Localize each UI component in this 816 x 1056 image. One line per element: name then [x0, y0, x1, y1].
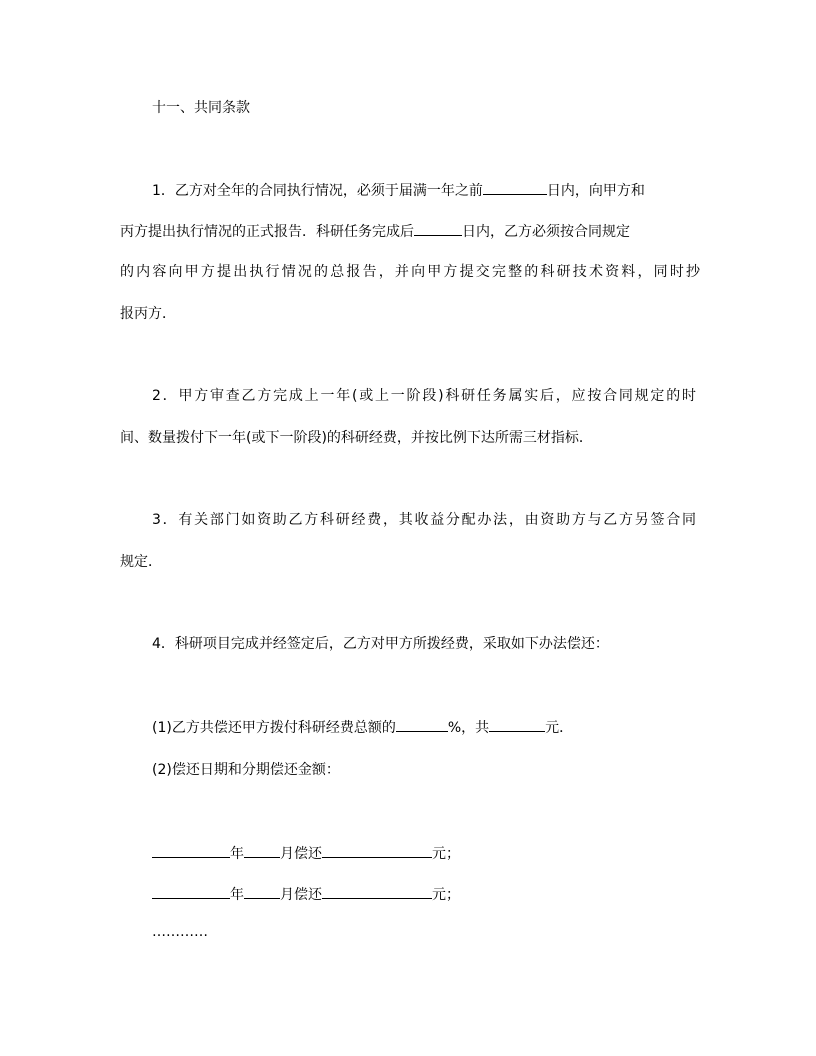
clause-2-line-1: 2．甲方审查乙方完成上一年(或上一阶段)科研任务属实后，应按合同规定的时 [152, 388, 696, 404]
item-1-text-a: (1)乙方共偿还甲方拨付科研经费总额的 [152, 720, 396, 736]
clause-2-text-b: 日内，乙方必须按合同规定 [462, 224, 630, 240]
blank-days-after-completion [414, 221, 462, 236]
item-1-text-b: %，共 [447, 720, 490, 736]
blank-days-before-year-end [483, 180, 547, 195]
clause-1-text-a: 1．乙方对全年的合同执行情况，必须于届满一年之前 [152, 183, 483, 199]
item-2: (2)偿还日期和分期偿还金额： [152, 762, 340, 778]
blank-total-amount [489, 717, 545, 732]
clause-4-line-1: 4．科研项目完成并经签定后，乙方对甲方所拨经费，采取如下办法偿还： [152, 636, 609, 652]
item-1 [152, 717, 732, 738]
repayment-unit-label: 元； [432, 846, 460, 862]
blank-percentage [396, 717, 448, 732]
blank-amount [322, 884, 432, 899]
clause-1-line-3: 的内容向甲方提出执行情况的总报告，并向甲方提交完整的科研技术资料，同时抄 [120, 264, 700, 280]
clause-1-line-2 [120, 221, 700, 242]
clause-1-text-b: 日内，向甲方和 [546, 183, 645, 199]
blank-amount [322, 843, 432, 858]
clause-1-line-4: 报丙方． [120, 306, 176, 322]
clause-3-line-2: 规定． [120, 554, 162, 570]
section-title: 十一、共同条款 [152, 100, 250, 116]
blank-year [152, 843, 230, 858]
item-1-text-c: 元． [545, 720, 574, 736]
repayment-month-label: 月偿还 [280, 887, 322, 903]
clause-3-line-1: 3．有关部门如资助乙方科研经费，其收益分配办法，由资助方与乙方另签合同 [152, 512, 696, 528]
ellipsis: ………… [152, 924, 208, 940]
repayment-unit-label: 元； [432, 887, 460, 903]
blank-month [244, 884, 280, 899]
clause-2-text-a: 丙方提出执行情况的正式报告．科研任务完成后 [120, 224, 414, 240]
repayment-month-label: 月偿还 [280, 846, 322, 862]
repayment-row-2 [152, 884, 732, 905]
clause-1-line-1 [152, 180, 696, 201]
blank-year [152, 884, 230, 899]
repayment-year-label: 年 [230, 887, 244, 903]
repayment-year-label: 年 [230, 846, 244, 862]
blank-month [244, 843, 280, 858]
repayment-row-1 [152, 843, 732, 864]
clause-2-line-2: 间、数量拨付下一年(或下一阶段)的科研经费，并按比例下达所需三材指标． [120, 430, 593, 446]
